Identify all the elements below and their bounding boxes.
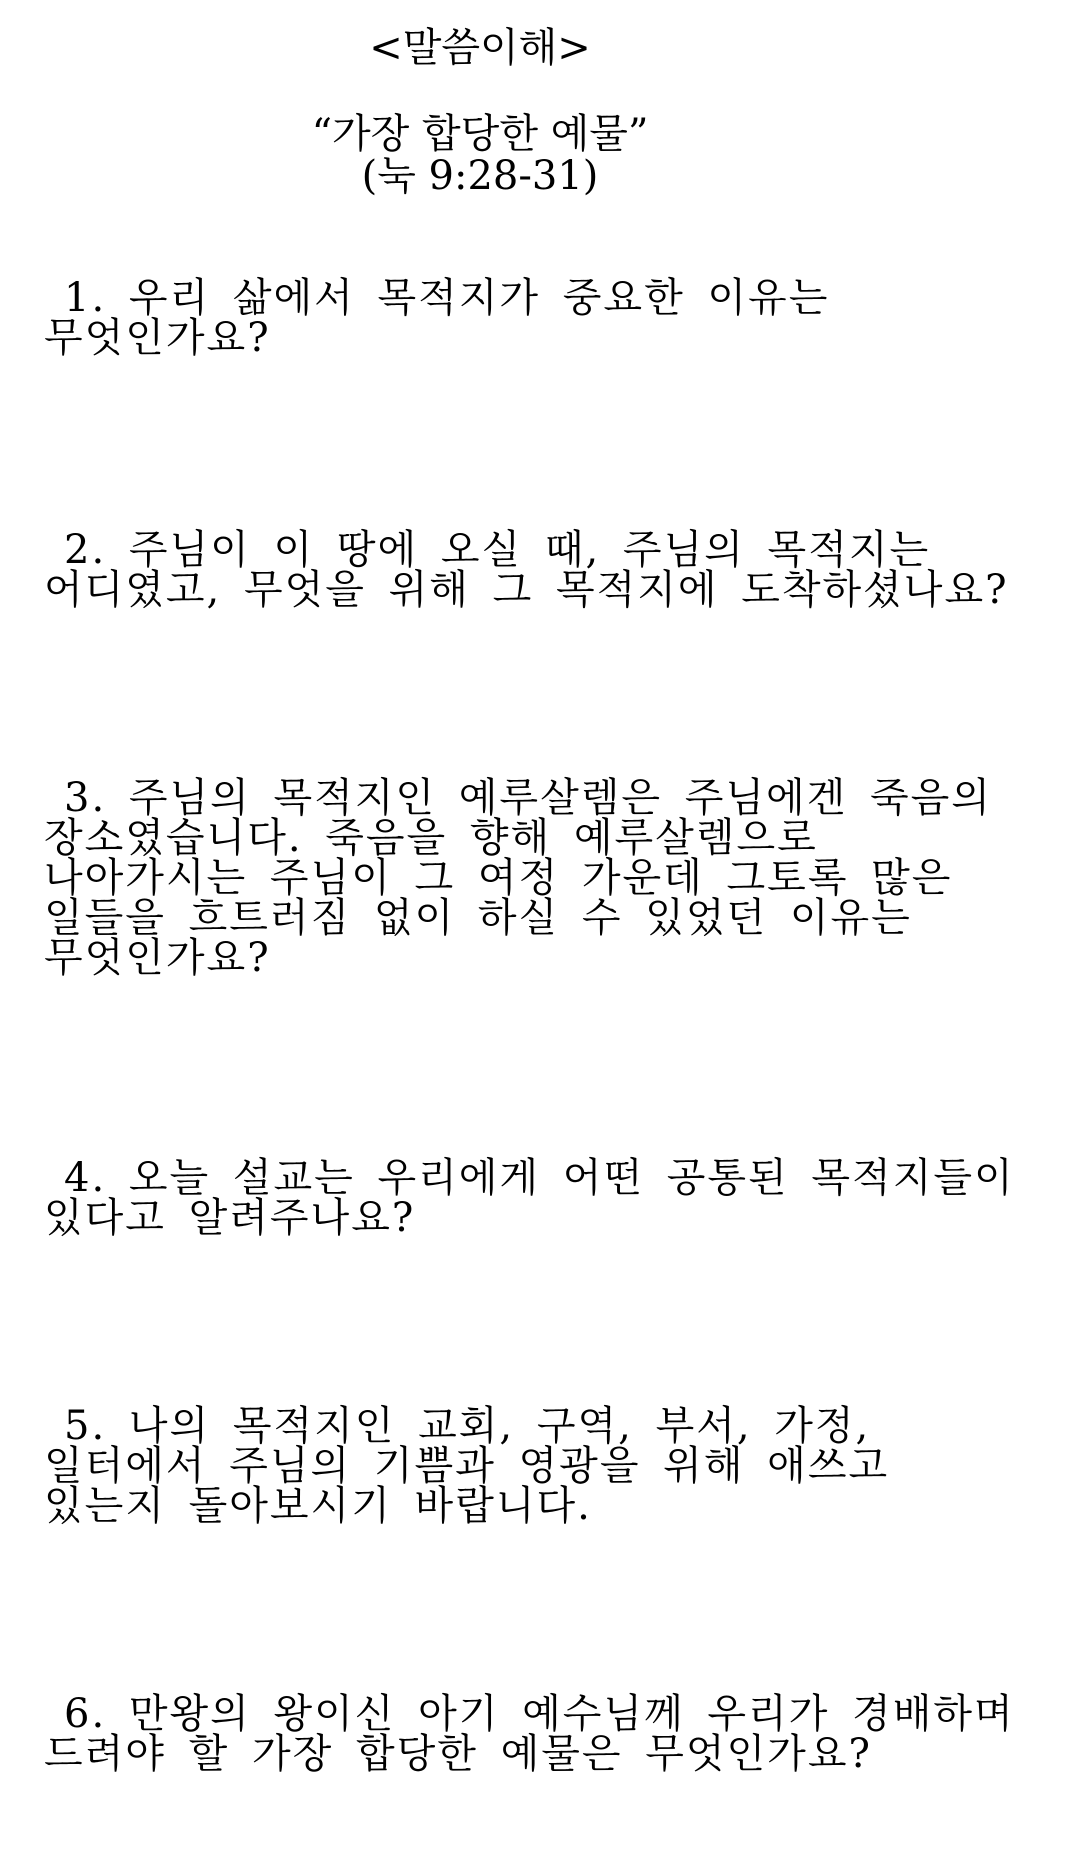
- question-1-line-1: 1. 우리 삶에서 목적지가 중요한 이유는: [64, 275, 830, 321]
- question-2-line-1: 2. 주님이 이 땅에 오실 때, 주님의 목적지는: [64, 527, 931, 573]
- question-5: [44, 1403, 1044, 1529]
- question-5-line-2: 일터에서 주님의 기쁨과 영광을 위해 애쓰고: [44, 1443, 890, 1489]
- question-3-line-1: 3. 주님의 목적지인 예루살렘은 주님에겐 죽음의: [64, 775, 992, 821]
- question-4-line-2: 있다고 알려주나요?: [44, 1195, 416, 1241]
- question-4: [44, 1155, 1044, 1241]
- question-5-line-3: 있는지 돌아보시기 바랍니다.: [44, 1483, 592, 1529]
- question-3-line-3: 나아가시는 주님이 그 여정 가운데 그토록 많은: [44, 855, 953, 901]
- question-3-line-2: 장소였습니다. 죽음을 향해 예루살렘으로: [44, 815, 818, 861]
- question-6-line-2: 드려야 할 가장 합당한 예물은 무엇인가요?: [44, 1731, 872, 1777]
- question-5-line-1: 5. 나의 목적지인 교회, 구역, 부서, 가정,: [64, 1403, 871, 1449]
- question-4-line-1: 4. 오늘 설교는 우리에게 어떤 공통된 목적지들이: [64, 1155, 1015, 1201]
- question-2: [44, 527, 1044, 613]
- question-6: [44, 1691, 1044, 1777]
- question-1: [44, 275, 1044, 361]
- question-3: [44, 775, 1044, 981]
- question-3-line-5: 무엇인가요?: [44, 935, 271, 981]
- question-3-line-4: 일들을 흐트러짐 없이 하실 수 있었던 이유는: [44, 895, 912, 941]
- question-6-line-1: 6. 만왕의 왕이신 아기 예수님께 우리가 경배하며: [64, 1691, 1015, 1737]
- section-title: <말씀이해>: [369, 25, 591, 71]
- question-2-line-2: 어디였고, 무엇을 위해 그 목적지에 도착하셨나요?: [44, 567, 1009, 613]
- scripture-reference: (눅 9:28-31): [361, 153, 599, 199]
- sermon-title: “가장 합당한 예물”: [311, 111, 649, 157]
- question-1-line-2: 무엇인가요?: [44, 315, 271, 361]
